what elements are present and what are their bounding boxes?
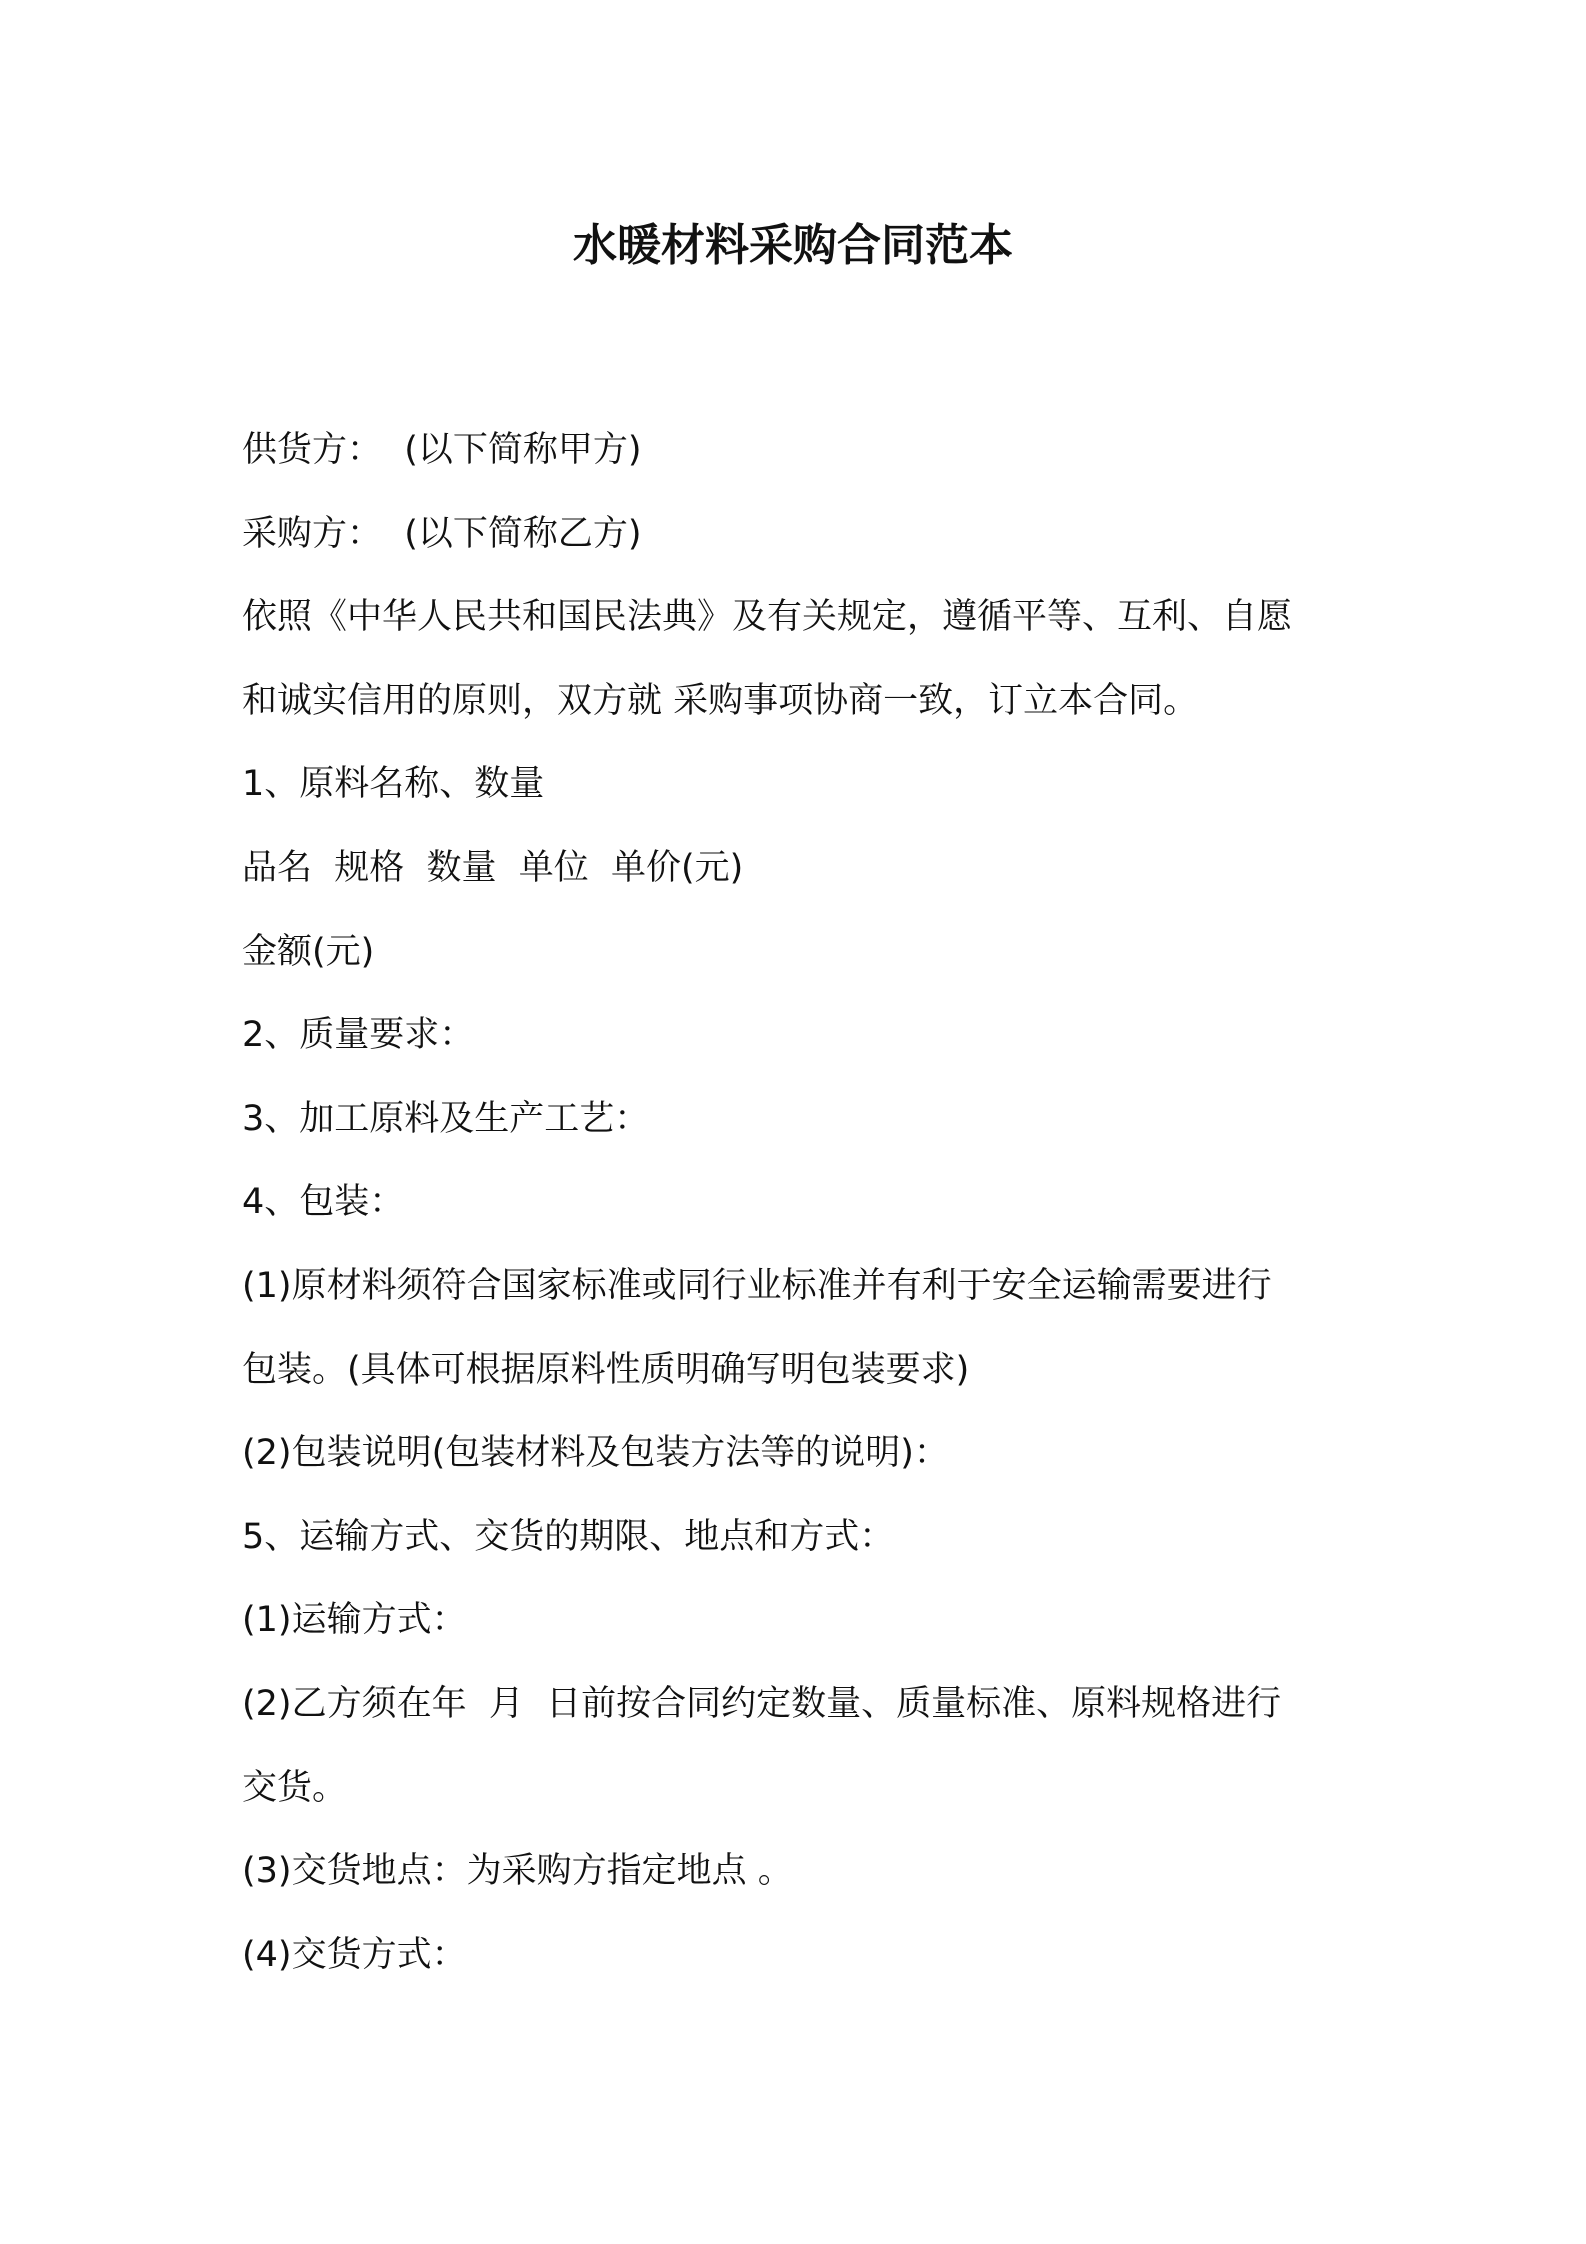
preamble-line-1: 依照《中华人民共和国民法典》及有关规定，遵循平等、互利、自愿 bbox=[242, 597, 1293, 638]
purchaser-line: 采购方： (以下简称乙方) bbox=[242, 513, 642, 554]
packaging-clause-1-line-2: 包装。(具体可根据原料性质明确写明包装要求) bbox=[242, 1349, 970, 1390]
amount-column-line: 金额(元) bbox=[242, 931, 375, 972]
supplier-line: 供货方： (以下简称甲方) bbox=[242, 430, 642, 470]
preamble-line-2: 和诚实信用的原则，双方就 采购事项协商一致，订立本合同。 bbox=[242, 680, 1199, 721]
delivery-clause-2-line-1: (2)乙方须在年 月 日前按合同约定数量、质量标准、原料规格进行 bbox=[242, 1683, 1282, 1724]
delivery-clause-3: (3)交货地点：为采购方指定地点 。 bbox=[242, 1851, 793, 1892]
section-4-heading: 4、包装： bbox=[242, 1182, 405, 1223]
delivery-clause-4: (4)交货方式： bbox=[242, 1934, 467, 1975]
section-2-heading: 2、质量要求： bbox=[242, 1015, 475, 1056]
packaging-clause-2: (2)包装说明(包装材料及包装方法等的说明)： bbox=[242, 1433, 949, 1474]
delivery-clause-2-line-2: 交货。 bbox=[242, 1767, 348, 1808]
section-5-heading: 5、运输方式、交货的期限、地点和方式： bbox=[242, 1516, 895, 1557]
document-title: 水暖材料采购合同范本 bbox=[573, 220, 1013, 271]
delivery-clause-1: (1)运输方式： bbox=[242, 1600, 467, 1641]
item-columns-line: 品名 规格 数量 单位 单价(元) bbox=[242, 847, 744, 888]
section-1-heading: 1、原料名称、数量 bbox=[242, 764, 545, 805]
document-body bbox=[242, 409, 1362, 1997]
section-3-heading: 3、加工原料及生产工艺： bbox=[242, 1098, 650, 1139]
packaging-clause-1-line-1: (1)原材料须符合国家标准或同行业标准并有利于安全运输需要进行 bbox=[242, 1265, 1272, 1306]
